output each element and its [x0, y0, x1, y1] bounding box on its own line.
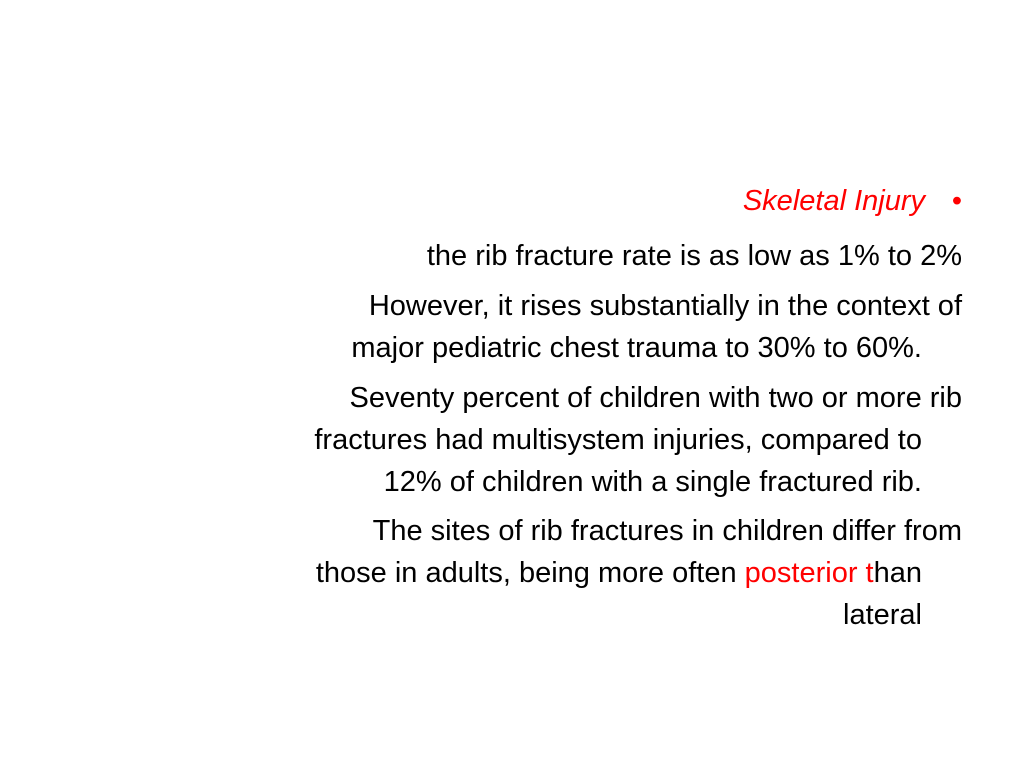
body-line-1: the rib fracture rate is as low as 1% to 2%	[426, 240, 962, 272]
body-line-6: 12% of children with a single fractured rib.	[383, 466, 922, 498]
bullet-icon: •	[951, 185, 962, 217]
body-line-8-prefix: those in adults, being more often	[315, 557, 745, 589]
body-line-2: However, it rises substantially in the context of	[368, 290, 962, 322]
body-line-5: fractures had multisystem injuries, compared to	[314, 424, 922, 456]
body-line-4: Seventy percent of children with two or more rib	[349, 382, 962, 414]
body-line-8	[316, 555, 922, 591]
highlight-text: posterior t	[744, 557, 874, 589]
body-line-3: major pediatric chest trauma to 30% to 60%.	[351, 332, 922, 364]
slide-title: Skeletal Injury	[742, 185, 925, 217]
body-line-7: The sites of rib fractures in children differ from	[372, 515, 962, 547]
body-line-9: lateral	[843, 599, 922, 631]
body-line-8-suffix: han	[873, 557, 922, 589]
